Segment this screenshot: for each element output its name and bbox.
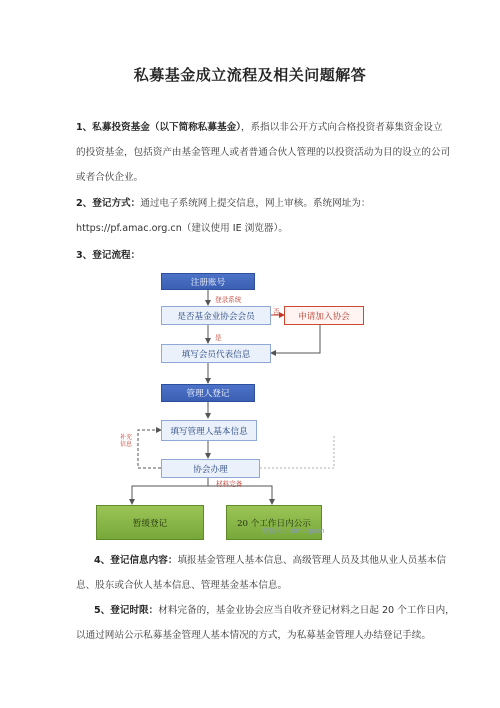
no-label: 否 [273,308,280,316]
arrow-process-to-publish [208,486,272,504]
step-is-member: 是否基金业协会会员 [161,306,271,325]
section-4 [76,548,447,598]
section-2-heading: 2、登记方式： [76,198,141,209]
wechat-watermark: 微信号：simuquan [262,527,325,535]
arrow-process-to-suspend [132,477,208,504]
arrow-apply-to-rep [271,325,320,353]
section-5-text-2: 以通过网站公示私募基金管理人基本情况的方式，为私募基金管理人办结登记手续。 [76,630,431,641]
section-4-heading: 4、登记信息内容： [94,555,178,566]
section-1-heading: 1、私募投资基金（以下简称私募基金） [76,122,241,133]
step-association-process: 协会办理 [161,459,260,478]
section-2-text-1: 通过电子系统网上提交信息，网上审核。系统网址为： [140,198,371,209]
section-4-text-1: 填报基金管理人基本信息、高级管理人员及其他从业人员基本信 [177,555,447,566]
section-5-line-1 [76,598,455,623]
step-fill-member-rep: 填写会员代表信息 [161,344,271,363]
step-publish-20-days: 20 个工作日内公示 [226,505,322,540]
step-apply-join: 申请加入协会 [284,306,364,325]
section-2-line-1 [76,191,424,216]
section-4-line-1 [76,548,447,573]
section-1-text-2: 的投资基金，包括资产由基金管理人或者普通合伙人管理的以投资活动为目的设立的公司 [76,147,451,158]
section-5-text-1: 材料完备的，基金业协会应当自收齐登记材料之日起 20 个工作日内， [158,605,455,616]
section-5 [76,598,455,648]
step-suspend-registration: 暂缓登记 [96,505,204,540]
login-system-label: 登录系统 [215,296,242,304]
step-fill-manager-basic: 填写管理人基本信息 [161,420,257,441]
materials-complete-label: 材料完备 [216,480,243,488]
section-3-heading: 3、登记流程： [76,250,141,261]
step-register-account: 注册账号 [161,273,255,290]
yes-label: 是 [215,334,222,342]
section-1-text-1: ，系指以非公开方式向合格投资者募集资金设立 [240,122,443,133]
registration-flowchart [94,268,364,546]
dotted-connector [260,434,334,468]
page-title: 私募基金成立流程及相关问题解答 [133,66,367,84]
arrow-supplement-loop [138,430,161,468]
section-2-text-2: https://pf.amac.org.cn（建议使用 IE 浏览器）。 [76,223,288,234]
section-5-heading: 5、登记时限： [94,605,159,616]
section-3 [76,243,424,268]
section-1 [76,115,451,190]
section-4-text-2: 息、股东或合伙人基本信息、管理基金基本信息。 [76,580,288,591]
section-2 [76,191,424,241]
section-1-text-3: 或者合伙企业。 [76,172,144,183]
section-1-line-1 [76,115,443,140]
step-manager-registration: 管理人登记 [161,384,255,402]
supplement-label: 补充信息 [120,434,133,448]
